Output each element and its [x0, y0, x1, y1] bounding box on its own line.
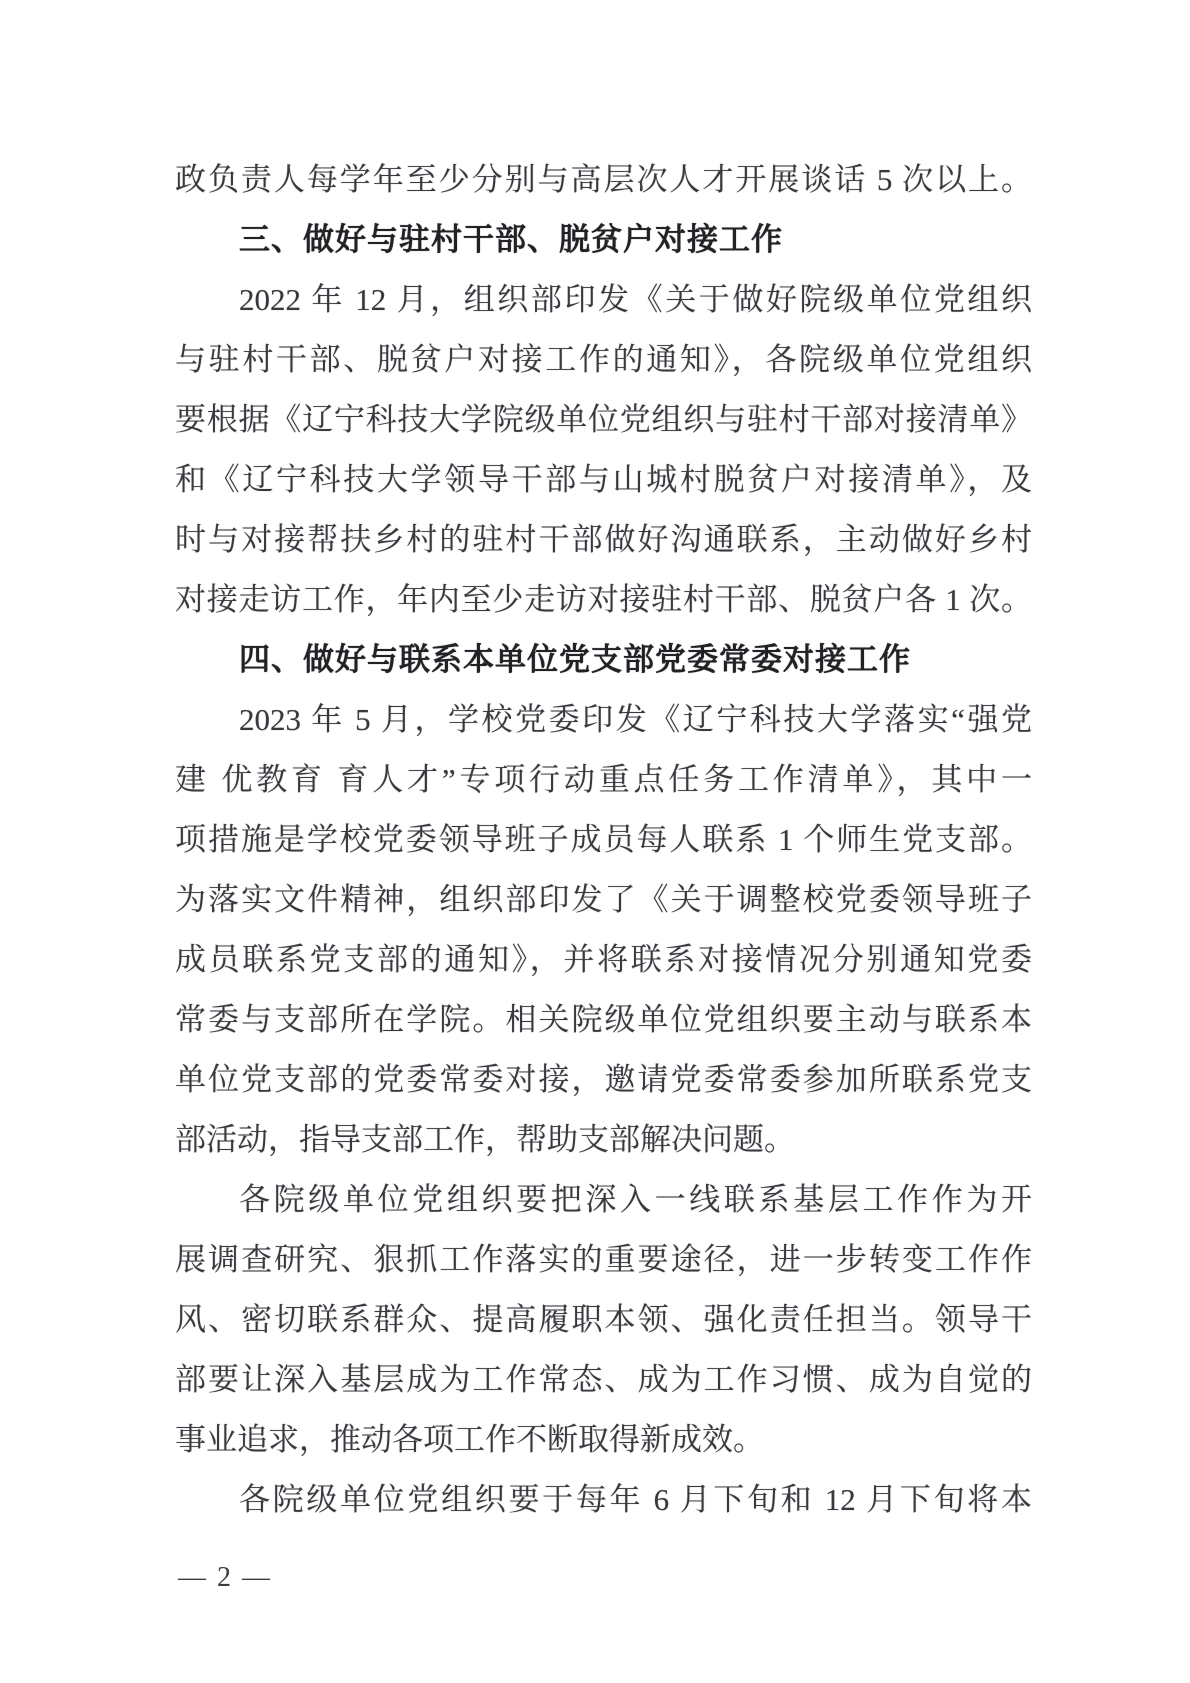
section-heading: 四、做好与联系本单位党支部党委常委对接工作: [239, 642, 911, 677]
section-heading: 三、做好与驻村干部、脱贫户对接工作: [239, 222, 783, 257]
text-line: 2022 年 12 月，组织部印发《关于做好院级单位党组织: [239, 282, 1032, 317]
text-line: 时与对接帮扶乡村的驻村干部做好沟通联系，主动做好乡村: [175, 522, 1032, 557]
text-line: 各院级单位党组织要把深入一线联系基层工作作为开: [239, 1182, 1032, 1217]
text-line: 政负责人每学年至少分别与高层次人才开展谈话 5 次以上。: [175, 162, 1032, 197]
text-line: 各院级单位党组织要于每年 6 月下旬和 12 月下旬将本: [239, 1482, 1032, 1517]
text-line: 事业追求，推动各项工作不断取得新成效。: [175, 1422, 764, 1457]
text-line: 常委与支部所在学院。相关院级单位党组织要主动与联系本: [175, 1002, 1032, 1037]
text-line: 部活动，指导支部工作，帮助支部解决问题。: [175, 1122, 795, 1157]
text-line: 对接走访工作，年内至少走访对接驻村干部、脱贫户各 1 次。: [175, 582, 1032, 617]
text-line: 单位党支部的党委常委对接，邀请党委常委参加所联系党支: [175, 1062, 1032, 1097]
text-line: 和《辽宁科技大学领导干部与山城村脱贫户对接清单》，及: [175, 462, 1032, 497]
page-number: — 2 —: [178, 1562, 272, 1593]
document-body: [175, 150, 1032, 1530]
text-line: 建 优教育 育人才”专项行动重点任务工作清单》，其中一: [175, 762, 1032, 797]
text-line: 展调查研究、狠抓工作落实的重要途径，进一步转变工作作: [175, 1242, 1032, 1277]
text-line: 要根据《辽宁科技大学院级单位党组织与驻村干部对接清单》: [175, 402, 1032, 437]
text-line: 项措施是学校党委领导班子成员每人联系 1 个师生党支部。: [175, 822, 1032, 857]
text-line: 风、密切联系群众、提高履职本领、强化责任担当。领导干: [175, 1302, 1032, 1337]
text-line: 2023 年 5 月，学校党委印发《辽宁科技大学落实“强党: [239, 702, 1032, 737]
text-line: 成员联系党支部的通知》，并将联系对接情况分别通知党委: [175, 942, 1032, 977]
text-line: 为落实文件精神，组织部印发了《关于调整校党委领导班子: [175, 882, 1032, 917]
text-line: 部要让深入基层成为工作常态、成为工作习惯、成为自觉的: [175, 1362, 1032, 1397]
text-line: 与驻村干部、脱贫户对接工作的通知》，各院级单位党组织: [175, 342, 1032, 377]
